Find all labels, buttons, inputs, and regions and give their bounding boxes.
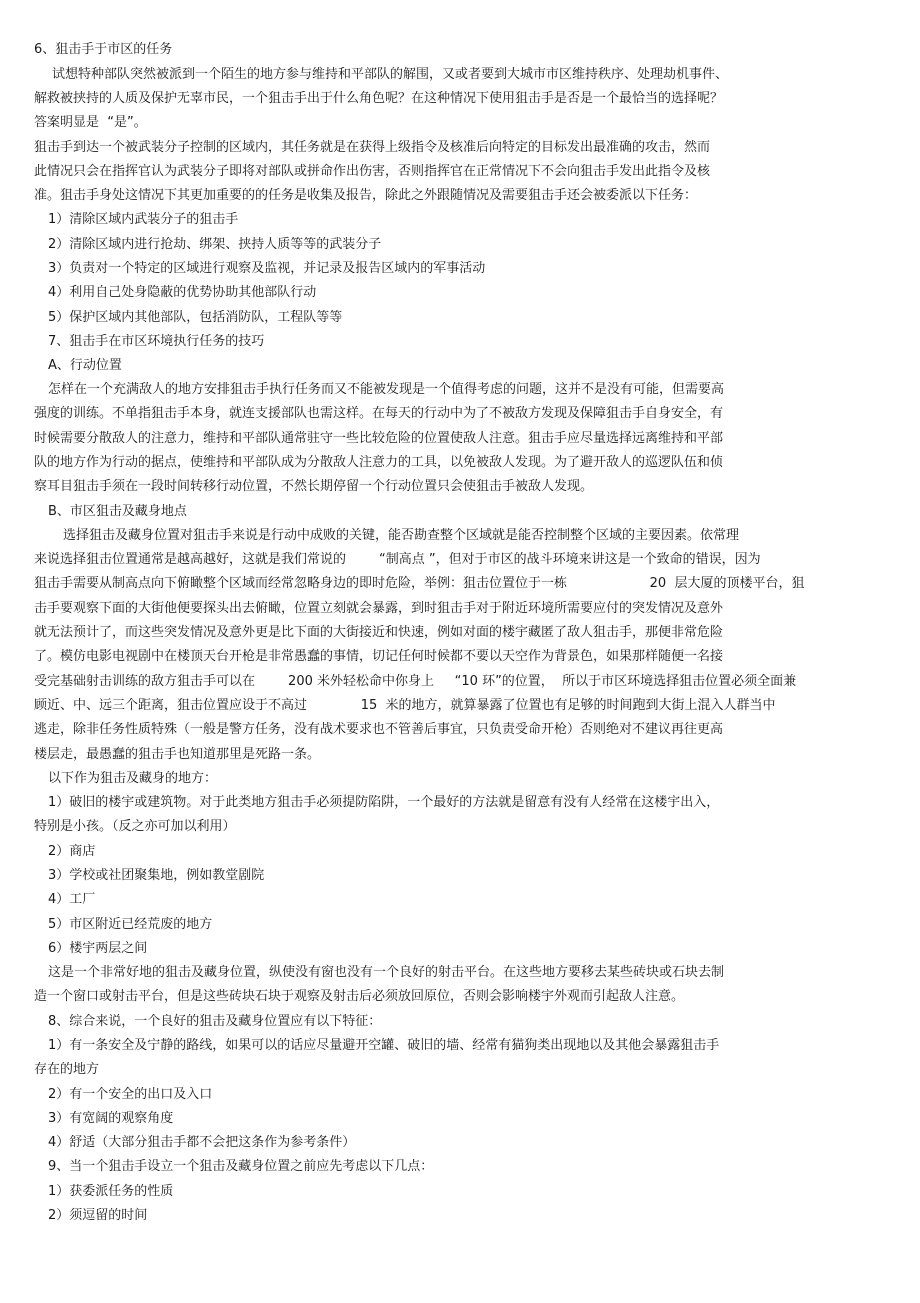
section-heading: 7、狙击手在市区环境执行任务的技巧 (48, 334, 265, 349)
paragraph-line: 这是一个非常好地的狙击及藏身位置，纵使没有窗也没有一个良好的射击平台。在这些地方要移去某些砖块或石块去制 (48, 965, 725, 980)
paragraph-line: 楼层走，最愚蠢的狙击手也知道那里是死路一条。 (34, 747, 321, 762)
paragraph-line: 此情况只会在指挥官认为武装分子即将对部队或拼命作出伤害，否则指挥官在正常情况下不会向狙击手发出此指令及核 (34, 164, 711, 179)
list-item: 4）利用自己处身隐蔽的优势协助其他部队行动 (48, 285, 317, 300)
list-item-continuation: 存在的地方 (34, 1062, 100, 1077)
section-heading: 6、狙击手于市区的任务 (34, 42, 173, 57)
subsection-heading: A、行动位置 (48, 358, 122, 373)
paragraph-line: 造一个窗口或射击平台，但是这些砖块石块于观察及射击后必须放回原位，否则会影响楼宇外观而引起敌人注意。 (34, 989, 685, 1004)
list-item: 1）破旧的楼宇或建筑物。对于此类地方狙击手必须提防陷阱，一个最好的方法就是留意有没有人经常在这楼宇出入， (48, 795, 720, 810)
list-item: 3）负责对一个特定的区域进行观察及监视，并记录及报告区域内的军事活动 (48, 261, 486, 276)
paragraph-line: 以下作为狙击及藏身的地方： (48, 771, 218, 786)
list-item: 2）商店 (48, 844, 96, 859)
paragraph-line: 强度的训练。不单指狙击手本身，就连支援部队也需这样。在每天的行动中为了不被敌方发现及保障狙击手自身安全，有 (34, 406, 724, 421)
list-item: 4）舒适（大部分狙击手都不会把这条作为参考条件） (48, 1135, 356, 1150)
paragraph-line: 狙击手需要从制高点向下俯瞰整个区域而经常忽略身边的即时危险，举例：狙击位置位于一栋 20 层大厦的顶楼平台，狙 (34, 576, 805, 591)
list-item: 1）获委派任务的性质 (48, 1184, 174, 1199)
list-item: 5）保护区域内其他部队，包括消防队，工程队等等 (48, 310, 343, 325)
paragraph-line: 队的地方作为行动的据点，使维持和平部队成为分散敌人注意力的工具，以免被敌人发现。为了避开敌人的巡逻队伍和侦 (34, 455, 724, 470)
list-item: 3）学校或社团聚集地，例如教堂剧院 (48, 868, 265, 883)
list-item: 2）有一个安全的出口及入口 (48, 1087, 213, 1102)
paragraph-line: 受完基础射击训练的敌方狙击手可以在 200 米外轻松命中你身上 “10 环”的位置， 所以于市区环境选择狙击位置必须全面兼 (34, 674, 797, 689)
paragraph-line: 怎样在一个充满敌人的地方安排狙击手执行任务而又不能被发现是一个值得考虑的问题，这并不是没有可能，但需要高 (48, 382, 725, 397)
list-item: 2）须逗留的时间 (48, 1208, 148, 1223)
paragraph-line: 选择狙击及藏身位置对狙击手来说是行动中成败的关键，能否勘查整个区域就是能否控制整个区域的主要因素。依常理 (63, 528, 740, 543)
paragraph-line: 答案明显是 “是”。 (34, 115, 147, 130)
paragraph-line: 了。模仿电影电视剧中在楼顶天台开枪是非常愚蠢的事情，切记任何时候都不要以天空作为背景色，如果那样随便一名接 (34, 649, 724, 664)
paragraph-line: 时候需要分散敌人的注意力，维持和平部队通常驻守一些比较危险的位置使敌人注意。狙击手应尽量选择远离维持和平部 (34, 431, 724, 446)
list-item-continuation: 特别是小孩。（反之亦可加以利用） (34, 819, 236, 834)
paragraph-line: 察耳目狙击手须在一段时间转移行动位置，不然长期停留一个行动位置只会使狙击手被敌人发现。 (34, 479, 594, 494)
paragraph-line: 解救被挟持的人质及保护无辜市民，一个狙击手出于什么角色呢？在这种情况下使用狙击手是否是一个最恰当的选择呢？ (34, 91, 724, 106)
paragraph-line: 顾近、中、远三个距离，狙击位置应设于不高过 15 米的地方，就算暴露了位置也有足够的时间跑到大街上混入人群当中 (34, 698, 776, 713)
subsection-heading: B、市区狙击及藏身地点 (48, 504, 187, 519)
paragraph-line: 逃走，除非任务性质特殊（一般是警方任务，没有战术要求也不管善后事宜，只负责受命开枪）否则绝对不建议再往更高 (34, 722, 724, 737)
section-heading: 9、当一个狙击手设立一个狙击及藏身位置之前应先考虑以下几点： (48, 1159, 434, 1174)
paragraph-line: 试想特种部队突然被派到一个陌生的地方参与维持和平部队的解围，又或者要到大城市市区维持秩序、处理劫机事件、 (52, 67, 729, 82)
paragraph-line: 来说选择狙击位置通常是越高越好，这就是我们常说的 “制高点 ”，但对于市区的战斗环境来讲这是一个致命的错误，因为 (34, 552, 761, 567)
paragraph-line: 击手要观察下面的大街他便要探头出去俯瞰，位置立刻就会暴露，到时狙击手对于附近环境所需要应付的突发情况及意外 (34, 601, 724, 616)
section-heading: 8、综合来说，一个良好的狙击及藏身位置应有以下特征： (48, 1014, 382, 1029)
paragraph-line: 准。狙击手身处这情况下其更加重要的的任务是收集及报告，除此之外跟随情况及需要狙击手还会被委派以下任务： (34, 188, 698, 203)
list-item: 3）有宽阔的观察角度 (48, 1111, 174, 1126)
list-item: 2）清除区域内进行抢劫、绑架、挟持人质等等的武装分子 (48, 237, 382, 252)
list-item: 4）工厂 (48, 892, 96, 907)
list-item: 1）清除区域内武装分子的狙击手 (48, 212, 239, 227)
paragraph-line: 就无法预计了，而这些突发情况及意外更是比下面的大街接近和快速，例如对面的楼宇藏匿了敌人狙击手，那便非常危险 (34, 625, 724, 640)
list-item: 6）楼宇两层之间 (48, 941, 148, 956)
list-item: 5）市区附近已经荒废的地方 (48, 917, 213, 932)
paragraph-line: 狙击手到达一个被武装分子控制的区域内，其任务就是在获得上级指令及核准后向特定的目标发出最准确的攻击，然而 (34, 140, 711, 155)
list-item: 1）有一条安全及宁静的路线，如果可以的话应尽量避开空罐、破旧的墙、经常有猫狗类出现地以及其他会暴露狙击手 (48, 1038, 720, 1053)
